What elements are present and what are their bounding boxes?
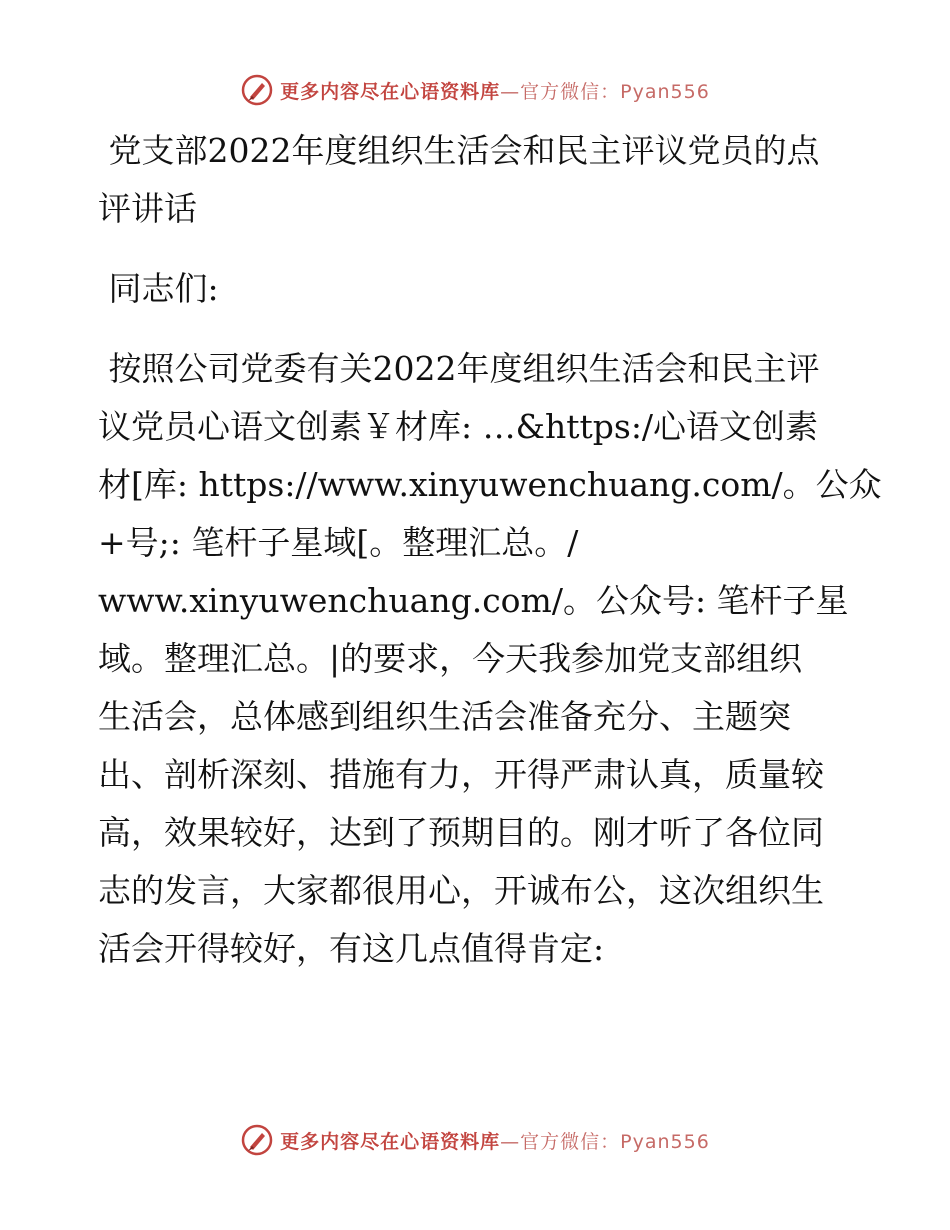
header-banner bbox=[0, 70, 950, 110]
document-body bbox=[98, 122, 882, 978]
pen-nib-logo-icon bbox=[240, 73, 274, 107]
pen-nib-logo-icon bbox=[240, 1123, 274, 1157]
salutation: 同志们: bbox=[98, 269, 219, 308]
paragraph-line: 活会开得较好，有这几点值得肯定: bbox=[98, 929, 605, 968]
footer-banner bbox=[0, 1120, 950, 1160]
footer-banner-text: 更多内容尽在心语资料库—官方微信：Pyan556 bbox=[280, 1130, 710, 1153]
paragraph-line: 材[库: https://www.xinyuwenchuang.com/。公众 bbox=[98, 465, 882, 504]
paragraph-line: www.xinyuwenchuang.com/。公众号: 笔杆子星 bbox=[98, 581, 849, 620]
body-paragraph bbox=[98, 340, 882, 978]
title-line: 党支部2022年度组织生活会和民主评议党员的点 bbox=[98, 131, 820, 170]
header-banner-text: 更多内容尽在心语资料库—官方微信：Pyan556 bbox=[280, 80, 710, 103]
paragraph-line: 议党员心语文创素￥材库: …&https:/心语文创素 bbox=[98, 407, 819, 446]
paragraph-line: 志的发言，大家都很用心，开诚布公，这次组织生 bbox=[98, 871, 824, 910]
paragraph-line: +号;: 笔杆子星域[。整理汇总。/ bbox=[98, 523, 579, 562]
paragraph-line: 按照公司党委有关2022年度组织生活会和民主评 bbox=[98, 349, 820, 388]
title-line: 评讲话 bbox=[98, 189, 197, 228]
document-title bbox=[98, 122, 850, 238]
paragraph-line: 高，效果较好，达到了预期目的。刚才听了各位同 bbox=[98, 813, 824, 852]
paragraph-line: 域。整理汇总。|的要求，今天我参加党支部组织 bbox=[98, 639, 803, 678]
paragraph-line: 出、剖析深刻、措施有力，开得严肃认真，质量较 bbox=[98, 755, 824, 794]
paragraph-line: 生活会，总体感到组织生活会准备充分、主题突 bbox=[98, 697, 791, 736]
